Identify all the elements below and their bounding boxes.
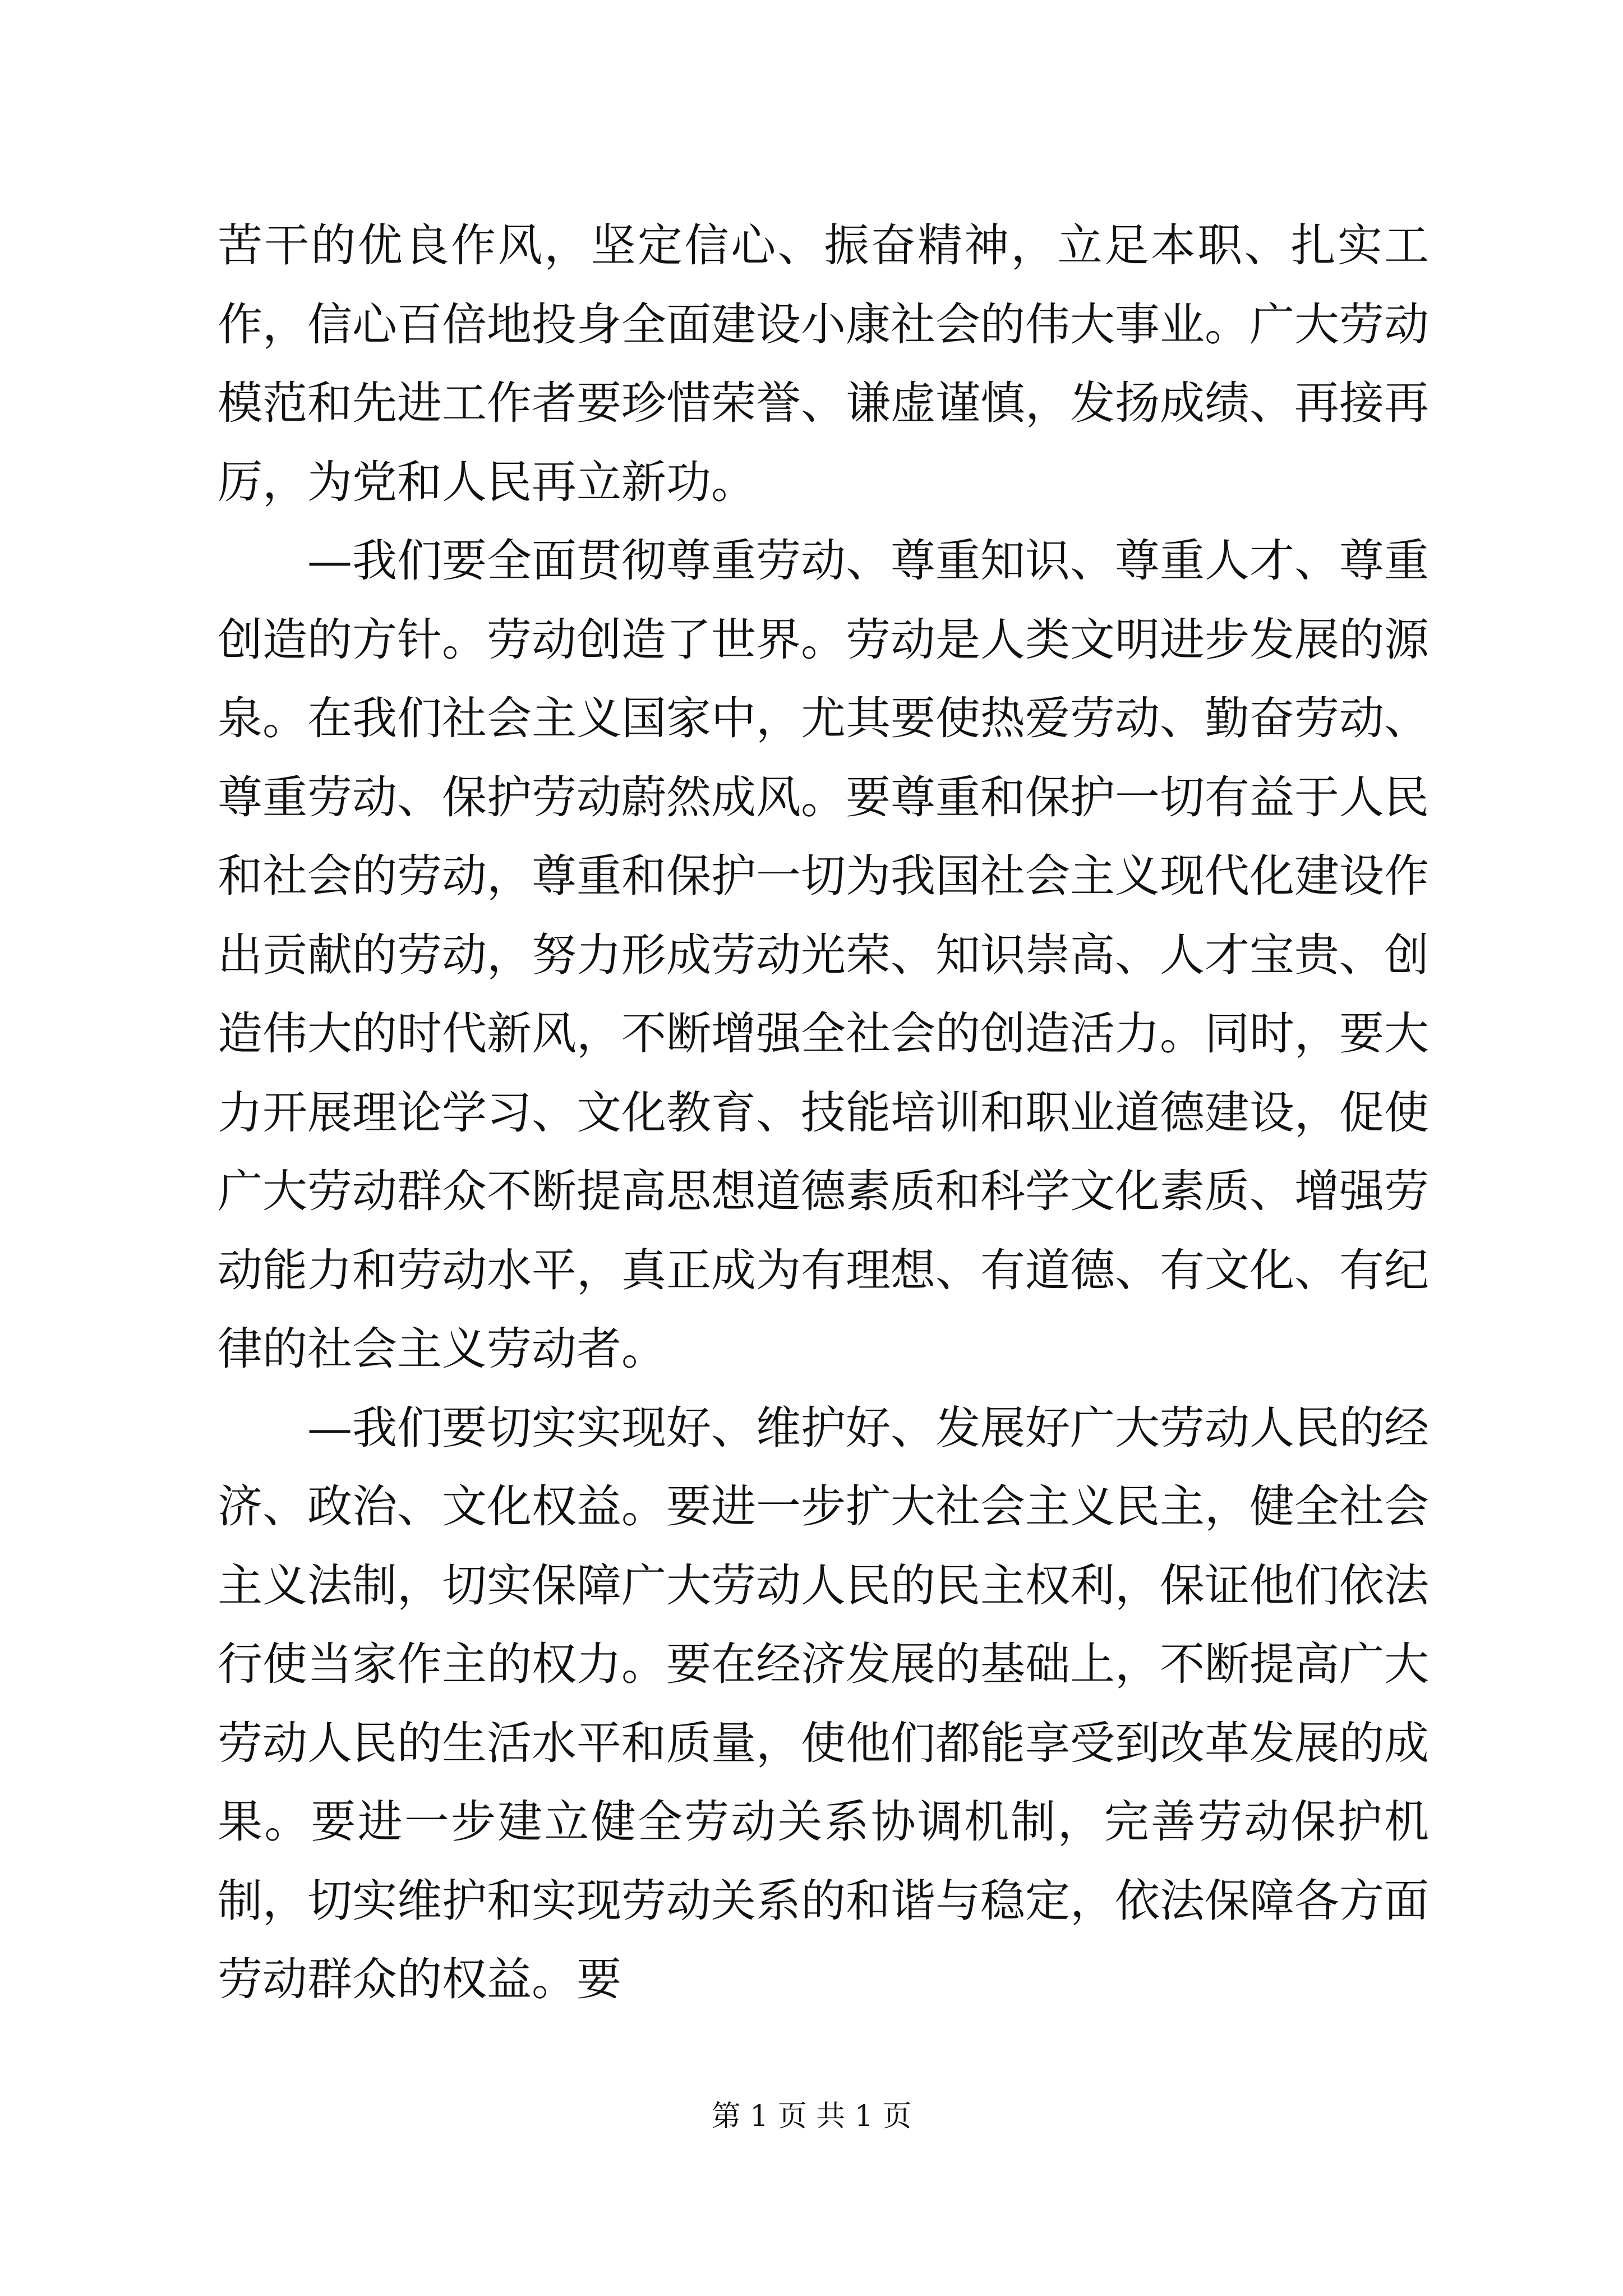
document-body	[218, 206, 1429, 2019]
paragraph-3: —我们要切实实现好、维护好、发展好广大劳动人民的经济、政治、文化权益。要进一步扩大社会主义民主，健全社会主义法制，切实保障广大劳动人民的民主权利，保证他们依法行使当家作主的权力。要在经济发展的基础上，不断提高广大劳动人民的生活水平和质量，使他们都能享受到改革发展的成果。要进一步建立健全劳动关系协调机制，完善劳动保护机制，切实维护和实现劳动关系的和谐与稳定，依法保障各方面劳动群众的权益。要	[218, 1401, 1429, 2005]
page-footer: 第 1 页 共 1 页	[711, 2100, 912, 2133]
paragraph-2: —我们要全面贯彻尊重劳动、尊重知识、尊重人才、尊重创造的方针。劳动创造了世界。劳动是人类文明进步发展的源泉。在我们社会主义国家中，尤其要使热爱劳动、勤奋劳动、尊重劳动、保护劳动蔚然成风。要尊重和保护一切有益于人民和社会的劳动，尊重和保护一切为我国社会主义现代化建设作出贡献的劳动，努力形成劳动光荣、知识崇高、人才宝贵、创造伟大的时代新风，不断增强全社会的创造活力。同时，要大力开展理论学习、文化教育、技能培训和职业道德建设，促使广大劳动群众不断提高思想道德素质和科学文化素质、增强劳动能力和劳动水平，真正成为有理想、有道德、有文化、有纪律的社会主义劳动者。	[218, 535, 1429, 1375]
paragraph-1: 苦干的优良作风，坚定信心、振奋精神，立足本职、扎实工作，信心百倍地投身全面建设小康社会的伟大事业。广大劳动模范和先进工作者要珍惜荣誉、谦虚谨慎，发扬成绩、再接再厉，为党和人民再立新功。	[218, 219, 1429, 508]
